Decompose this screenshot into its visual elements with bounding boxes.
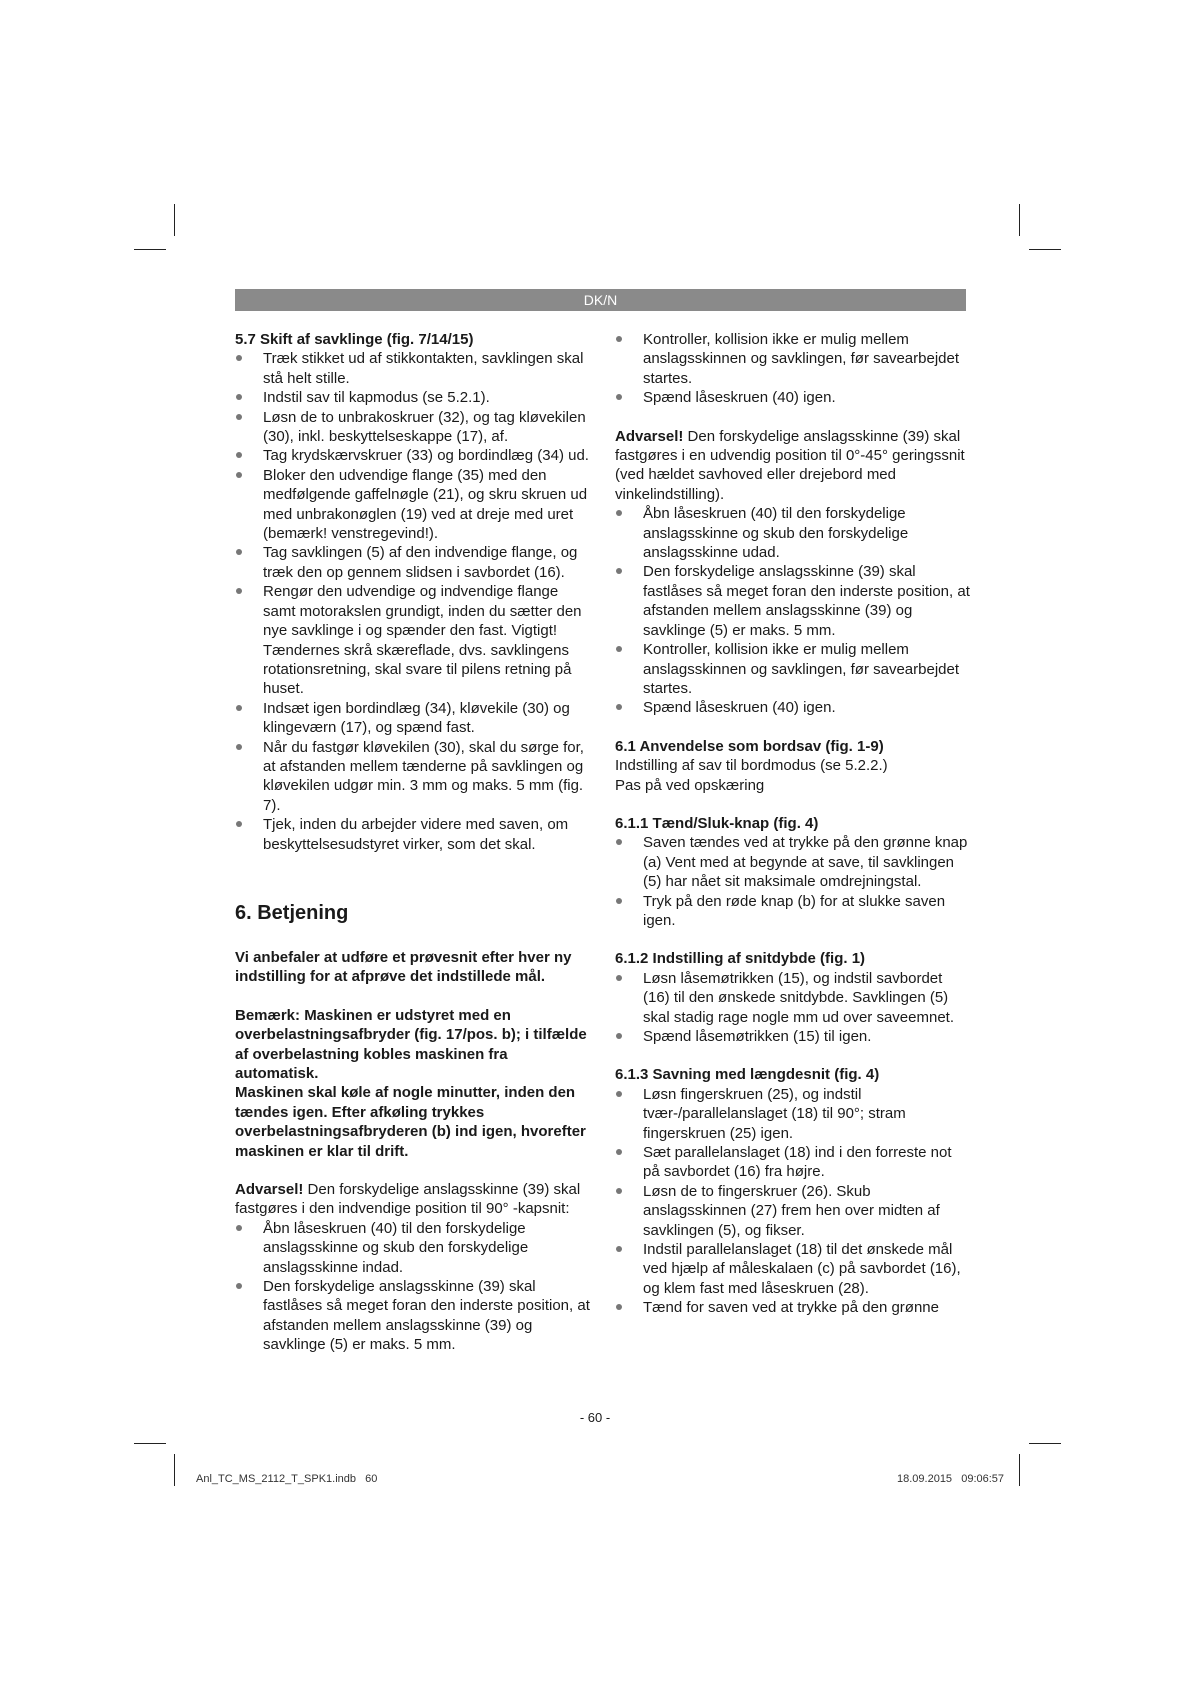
list-item: Den forskydelige anslagsskinne (39) skal fastlåses så meget foran den inderste position, at afstanden mellem anslagsskinne (39) og savklinge (5) er maks. 5 mm. [235,1277,590,1355]
list-item: Saven tændes ved at trykke på den grønne knap (a) Vent med at begynde at save, til savklingen (5) har nået sit maksimale omdrejningstal. [615,833,970,891]
section-6-1-3-title: 6.1.3 Savning med længdesnit (fig. 4) [615,1066,880,1084]
crop-mark [1029,1443,1061,1444]
list-item: Indsæt igen bordindlæg (34), kløvekile (30) og klingeværn (17), og spænd fast. [235,699,590,738]
crop-mark [174,1454,175,1486]
list-item: Spænd låsemøtrikken (15) til igen. [615,1027,970,1046]
crop-mark [1029,249,1061,250]
list-item: Sæt parallelanslaget (18) ind i den forreste not på savbordet (16) fra højre. [615,1143,970,1182]
recommendation-text: Vi anbefaler at udføre et prøvesnit efter hver ny indstilling for at afprøve det indstillede mål. [235,948,572,986]
footer-datetime: 18.09.2015 09:06:57 [897,1473,1005,1485]
section-6-1-3-list [615,1085,970,1318]
section-6-1-1-title: 6.1.1 Tænd/Sluk-knap (fig. 4) [615,814,819,832]
section-6-1-line: Pas på ved opskæring [615,776,765,794]
crop-mark [134,249,166,250]
list-item: Indstil parallelanslaget (18) til det ønskede mål ved hjælp af måleskalaen (c) på savbordet (16), og klem fast med låseskruen (28). [615,1240,970,1298]
list-item: Løsn fingerskruen (25), og indstil tvær-/parallelanslaget (18) til 90°; stram fingerskruen (25) igen. [615,1085,970,1143]
warning-list [235,1219,590,1355]
warning-text: Den forskydelige anslagsskinne (39) skal fastgøres i den indvendige position til 90° -kapsnit: [235,1181,581,1218]
list-item: Tjek, inden du arbejder videre med saven, om beskyttelsesudstyret virker, som det skal. [235,815,590,854]
warning-text: Den forskydelige anslagsskinne (39) skal fastgøres i en udvendig position til 0°-45° geringssnit (ved hældet savhoved eller drejebord med vinkelindstilling). [615,427,965,503]
list-item: Løsn de to unbrakoskruer (32), og tag kløvekilen (30), inkl. beskyttelseskappe (17), af. [235,408,590,447]
section-6-1-title: 6.1 Anvendelse som bordsav (fig. 1-9) [615,737,884,755]
list-item: Tag savklingen (5) af den indvendige flange, og træk den op gennem slidsen i savbordet (16). [235,543,590,582]
section-6-1-line: Indstilling af sav til bordmodus (se 5.2.2.) [615,757,888,775]
list-item: Spænd låseskruen (40) igen. [615,698,970,717]
left-column [235,330,590,1355]
crop-mark [1019,1454,1020,1486]
list-item: Kontroller, kollision ikke er mulig mellem anslagsskinnen og savklingen, før savearbejdet startes. [615,640,970,698]
list-item: Åbn låseskruen (40) til den forskydelige anslagsskinne og skub den forskydelige anslagsskinne udad. [615,504,970,562]
list-item: Kontroller, kollision ikke er mulig mellem anslagsskinnen og savklingen, før savearbejdet startes. [615,330,970,388]
warning-label: Advarsel! [615,427,684,445]
list-item: Rengør den udvendige og indvendige flange samt motorakslen grundigt, inden du sætter den nye savklinge i og spænder den fast. Vigtigt! Tændernes skrå skæreflade, dvs. savklingens rotationsretning, skal svare til pilens retning på huset. [235,582,590,698]
list-item: Træk stikket ud af stikkontakten, savklingen skal stå helt stille. [235,349,590,388]
warning-paragraph [235,1180,590,1219]
list-item: Den forskydelige anslagsskinne (39) skal fastlåses så meget foran den inderste position, at afstanden mellem anslagsskinne (39) og savklinge (5) er maks. 5 mm. [615,562,970,640]
list-item: Spænd låseskruen (40) igen. [615,388,970,407]
section-5-7-list [235,349,590,854]
right-column [615,330,970,1318]
section-6-title: 6. Betjening [235,901,349,924]
list-item: Tryk på den røde knap (b) for at slukke saven igen. [615,892,970,931]
warning-list-2 [615,504,970,717]
warning-paragraph-2 [615,427,970,505]
list-item: Når du fastgør kløvekilen (30), skal du sørge for, at afstanden mellem tænderne på savklingen og kløvekilen udgør min. 3 mm og maks. 5 mm (fig. 7). [235,738,590,816]
list-item: Indstil sav til kapmodus (se 5.2.1). [235,388,590,407]
cooldown-note: Maskinen skal køle af nogle minutter, inden den tændes igen. Efter afkøling trykkes overbelastningsafbryderen (b) ind igen, hvorefter maskinen er klar til drift. [235,1084,586,1160]
list-item: Tag krydskærvskruer (33) og bordindlæg (34) ud. [235,446,590,465]
list-item: Løsn låsemøtrikken (15), og indstil savbordet (16) til den ønskede snitdybde. Savklingen (5) skal stadig rage nogle mm ud over saveemnet. [615,969,970,1027]
crop-mark [1019,204,1020,236]
list-item: Åbn låseskruen (40) til den forskydelige anslagsskinne og skub den forskydelige anslagsskinne indad. [235,1219,590,1277]
section-6-1-1-list [615,833,970,930]
overload-note: Bemærk: Maskinen er udstyret med en overbelastningsafbryder (fig. 17/pos. b); i tilfælde af overbelastning kobles maskinen fra automatisk. [235,1006,587,1082]
crop-mark [174,204,175,236]
list-item: Løsn de to fingerskruer (26). Skub anslagsskinnen (27) frem hen over midten af savklingen (5), og fikser. [615,1182,970,1240]
footer-filename: Anl_TC_MS_2112_T_SPK1.indb 60 [196,1473,378,1485]
section-6-1-2-list [615,969,970,1047]
page-number: - 60 - [579,1410,611,1425]
warning-label: Advarsel! [235,1181,304,1199]
section-5-7-title: 5.7 Skift af savklinge (fig. 7/14/15) [235,331,474,348]
crop-mark [134,1443,166,1444]
list-item: Bloker den udvendige flange (35) med den medfølgende gaffelnøgle (21), og skru skruen ud med unbrakonøglen (19) ved at dreje med uret (bemærk! venstregevind!). [235,466,590,544]
language-header-bar: DK/N [235,289,966,311]
list-item: Tænd for saven ved at trykke på den grønne [615,1298,970,1317]
section-6-1-2-title: 6.1.2 Indstilling af snitdybde (fig. 1) [615,950,866,968]
continued-list [615,330,970,408]
